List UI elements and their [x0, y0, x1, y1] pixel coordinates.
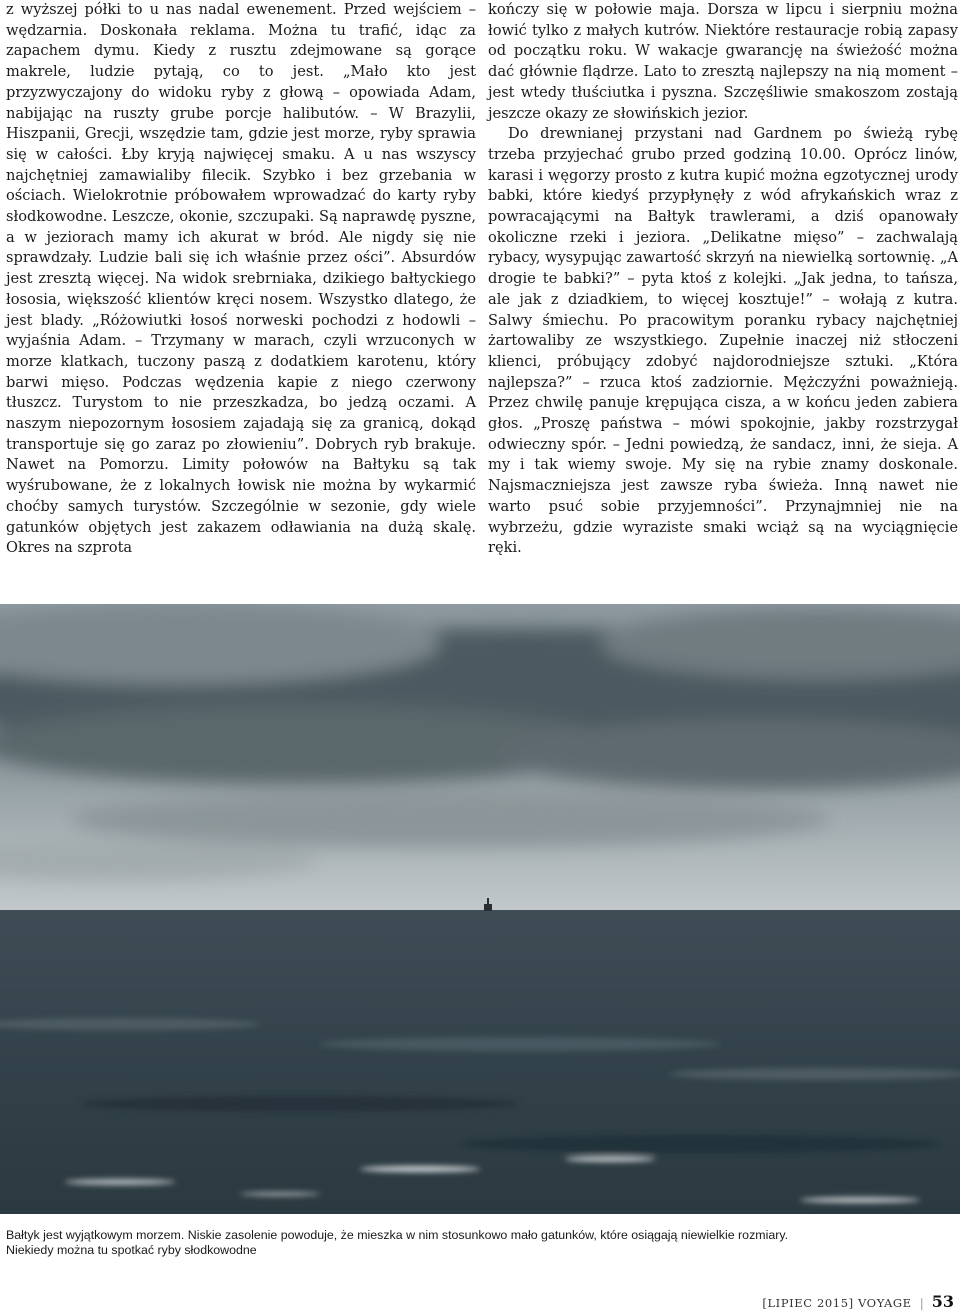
page-number: 53 — [931, 1292, 954, 1311]
article-paragraph: kończy się w połowie maja. Dorsza w lipcu i sierpniu można łowić tylko z małych kutrów. Niektóre restauracje robią zapasy od początku roku. W wakacje gwarancję na świeżość można dać głównie flądrze. Lato to zresztą najlepszy na nią moment – jest wtedy tłuściutka i pyszna. Szczęśliwie smakoszom zostają jeszcze okazy ze słowińskich jezior. — [488, 1, 958, 122]
issue-label: [LIPIEC 2015] VOYAGE — [762, 1296, 912, 1310]
page-footer — [762, 1292, 954, 1312]
article-paragraph: Do drewnianej przystani nad Gardnem po świeżą rybę trzeba przyjechać grubo przed godziną 10.00. Oprócz linów, karasi i węgorzy prosto z kutra kupić można egzotycznej urody babki, które kiedyś przypłynęły z wód afrykańskich wraz z powracającymi na Bałtyk trawlerami, a dziś opanowały okoliczne rzeki i jeziora. „Delikatne mięso” – zachwalają rybacy, wysypując zawartość skrzyń na niewielką sortownię. „A drogie te babki?” – pyta ktoś z kolejki. „Jak jedna, to tańsza, ale jak z dziadkiem, to więcej kosztuje!” – wołają z kutra. Salwy śmiechu. Po pracowitym poranku rybacy najchętniej żartowaliby ze wszystkiego. Zupełnie inaczej niż stłoczeni klienci, próbujący zdobyć najdorodniejsze sztuki. „Która najlepsza?” – rzuca ktoś zadziornie. Mężczyźni poważnieją. Przez chwilę panuje krępująca cisza, a w końcu jeden zabiera głos. „Proszę państwa – mówi spokojnie, jakby rozstrzygał odwieczny spór. – Jedni powiedzą, że sandacz, inni, że sieja. A my i tak wiemy swoje. My się na rybie znamy doskonale. Najsmaczniejsza jest zawsze ryba świeża. Inną nawet nie warto psuć sobie przyjemności”. Przynajmniej nie na wybrzeżu, gdzie wyraziste smaki wciąż są na wyciągnięcie ręki. — [488, 125, 958, 557]
baltic-sea-photo — [0, 604, 960, 1214]
footer-separator: | — [919, 1296, 924, 1310]
caption-line: Bałtyk jest wyjątkowym morzem. Niskie zasolenie powoduje, że mieszka w nim stosunkowo mało gatunków, które osiągają niewielkie rozmiary. — [6, 1228, 789, 1242]
article-paragraph: z wyższej półki to u nas nadal ewenement. Przed wejściem – wędzarnia. Doskonała reklama. Można tu trafić, idąc za zapachem dymu. Kiedy z rusztu zdejmowane są gorące makrele, ludzie pytają, co to jest. „Mało kto jest przyzwyczajony do widoku ryby z głową – opowiada Adam, nabijając na ruszty grube porcje halibutów. – W Brazylii, Hiszpanii, Grecji, wszędzie tam, gdzie jest morze, ryby sprawia się w całości. Łby kryją najwięcej smaku. A u nas wszyscy najchętniej zamawialiby filecik. Szybko i bez grzebania w ościach. Wielokrotnie próbowałem wprowadzać do karty ryby słodkowodne. Leszcze, okonie, szczupaki. Są naprawdę pyszne, a w jeziorach mamy ich akurat w bród. Ale nigdy się nie sprawdzały. Ludzie bali się ich właśnie przez ości”. Absurdów jest zresztą więcej. Na widok srebrniaka, dzikiego bałtyckiego łososia, większość klientów kręci nosem. Wszystko dlatego, że jest blady. „Różowiutki łosoś norweski pochodzi z hodowli – wyjaśnia Adam. – Trzymany w marach, czyli wrzuconych w morze klatkach, tuczony paszą z dodatkiem karotenu, który barwi mięso. Podczas wędzenia kapie z niego czerwony tłuszcz. Turystom to nie przeszkadza, bo jedzą oczami. A naszym niepozornym łososiem zajadają się za granicą, dokąd transportuje się go zaraz po złowieniu”. Dobrych ryb brakuje. Nawet na Pomorzu. Limity połowów na Bałtyku są tak wyśrubowane, że z lokalnych łowisk nie można by wykarmić choćby samych turystów. Szczególnie w sezonie, gdy wiele gatunków objętych jest zakazem odławiania na dużą skalę. Okres na szprota — [6, 1, 476, 557]
sea-horizon-image — [0, 604, 960, 1214]
caption-line: Niekiedy można tu spotkać ryby słodkowodne — [6, 1243, 257, 1257]
article-right-column — [488, 0, 958, 559]
article-left-column — [6, 0, 476, 559]
photo-caption — [6, 1228, 946, 1258]
